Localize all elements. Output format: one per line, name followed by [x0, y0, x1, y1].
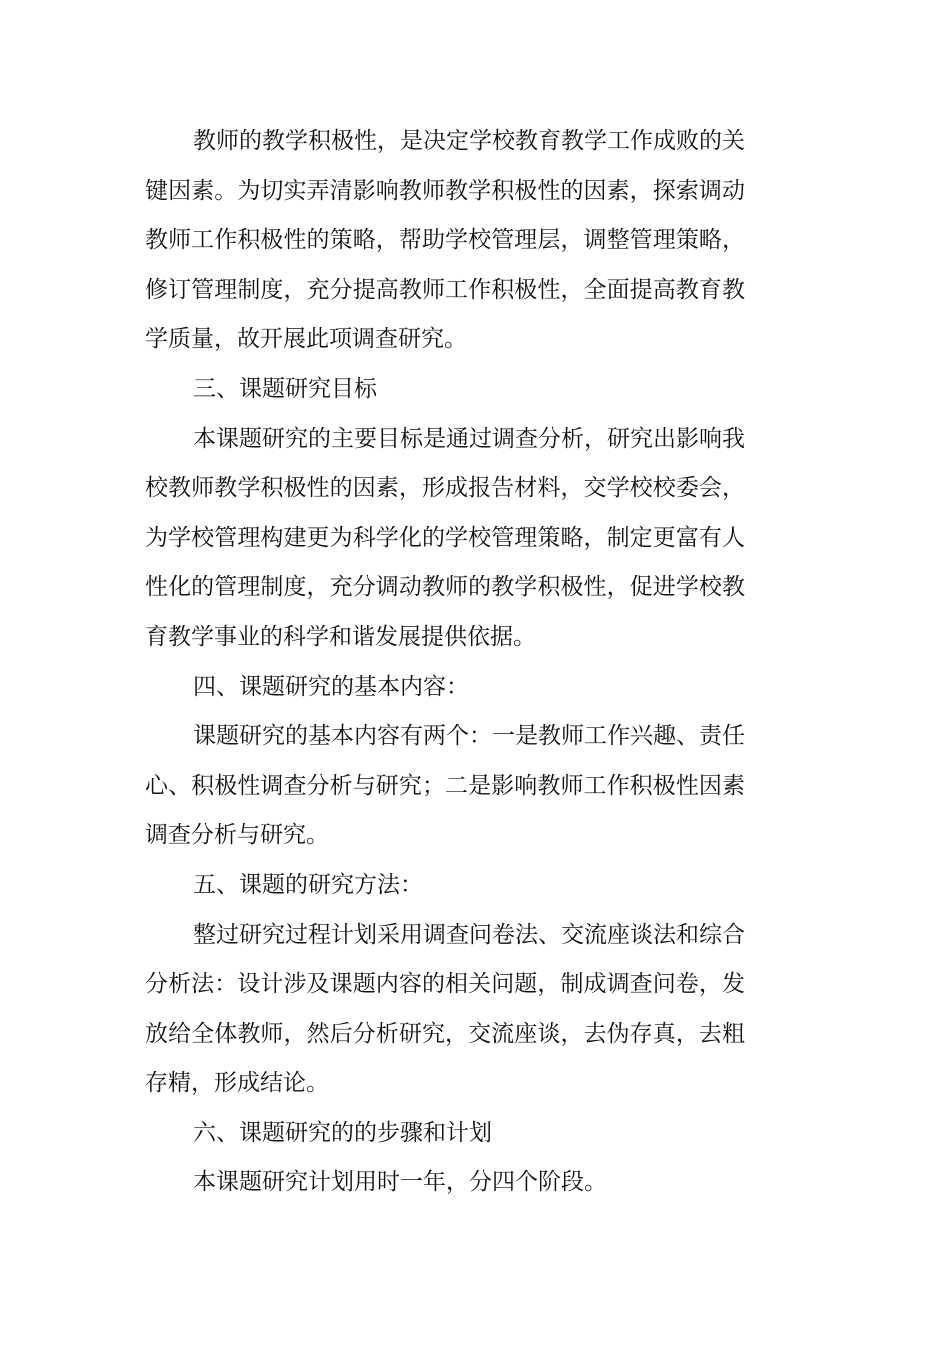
text-line: 育教学事业的科学和谐发展提供依据。 [145, 623, 536, 650]
text-line: 调查分析与研究。 [145, 822, 329, 849]
paragraph-objectives [145, 415, 745, 663]
text-line: 存精，形成结论。 [145, 1070, 329, 1097]
text-line: 学质量，故开展此项调查研究。 [145, 326, 467, 353]
text-line: 为学校管理构建更为科学化的学校管理策略，制定更富有人 [145, 524, 745, 551]
section-heading-steps: 六、课题研究的的步骤和计划 [193, 1119, 492, 1146]
paragraph-methods [145, 911, 745, 1109]
text-line: 心、积极性调查分析与研究；二是影响教师工作积极性因素 [145, 772, 745, 799]
paragraph-content [145, 712, 745, 861]
text-line: 性化的管理制度，充分调动教师的教学积极性，促进学校教 [145, 574, 745, 601]
text-line: 整过研究过程计划采用调查问卷法、交流座谈法和综合 [193, 921, 745, 948]
section-heading-content: 四、课题研究的基本内容： [193, 673, 469, 700]
text-line: 教师的教学积极性，是决定学校教育教学工作成败的关 [193, 128, 745, 154]
document-body [145, 117, 745, 1208]
paragraph-intro [145, 117, 745, 365]
text-line: 分析法：设计涉及课题内容的相关问题，制成调查问卷，发 [145, 971, 745, 998]
section-heading-methods: 五、课题的研究方法： [193, 871, 423, 898]
text-line: 教师工作积极性的策略，帮助学校管理层，调整管理策略， [145, 227, 745, 254]
text-line: 修订管理制度，充分提高教师工作积极性，全面提高教育教 [145, 276, 745, 303]
text-line: 放给全体教师，然后分析研究，交流座谈，去伪存真，去粗 [145, 1020, 745, 1047]
text-line: 键因素。为切实弄清影响教师教学积极性的因素，探索调动 [145, 177, 745, 204]
text-line: 校教师教学积极性的因素，形成报告材料，交学校校委会， [145, 475, 745, 502]
paragraph-plan-summary: 本课题研究计划用时一年，分四个阶段。 [193, 1169, 607, 1196]
text-line: 课题研究的基本内容有两个：一是教师工作兴趣、责任 [193, 723, 745, 750]
text-line: 本课题研究的主要目标是通过调查分析，研究出影响我 [193, 425, 745, 452]
section-heading-objectives: 三、课题研究目标 [193, 375, 377, 402]
